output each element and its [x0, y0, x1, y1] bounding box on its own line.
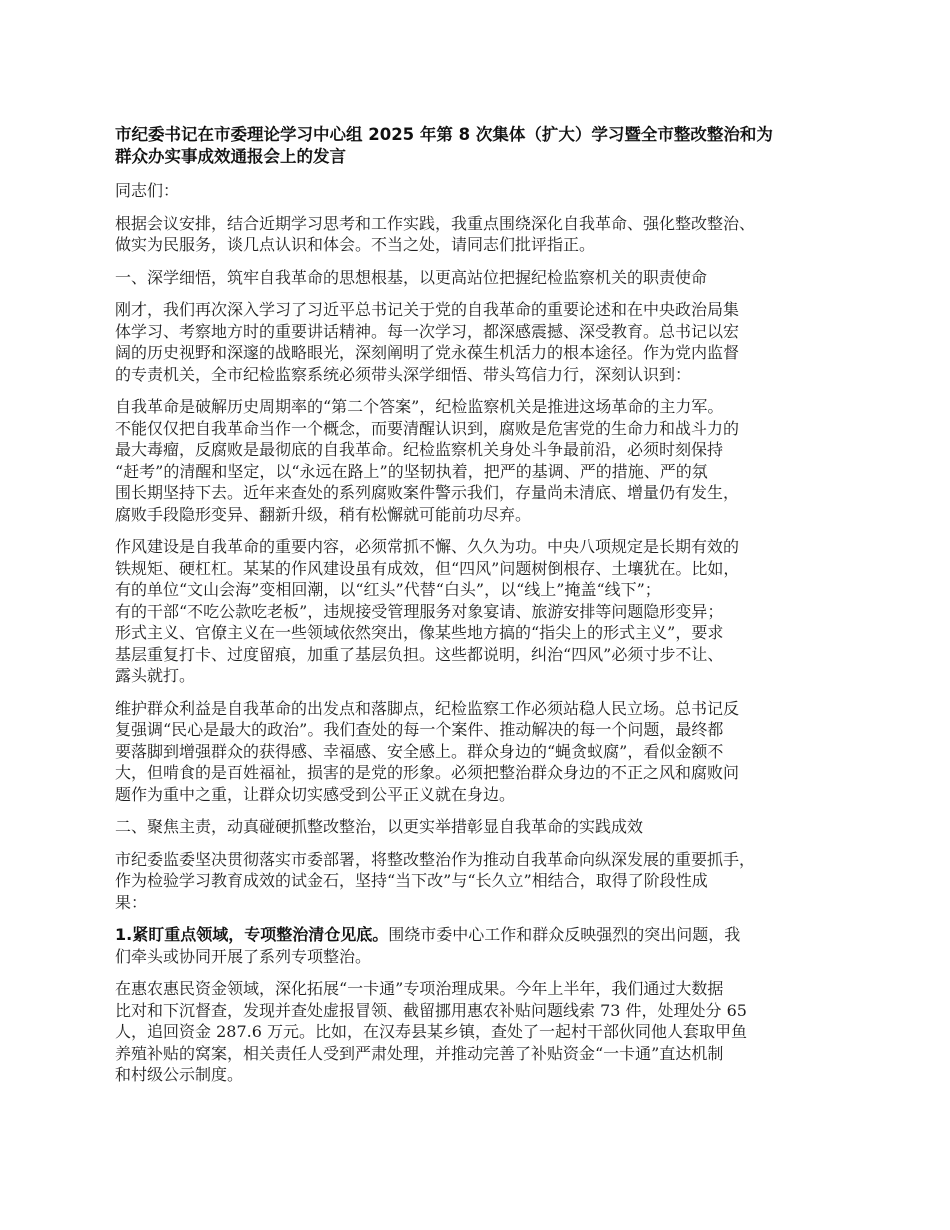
text-line: 人，追回资金 287.6 万元。比如，在汉寿县某乡镇，查处了一起村干部伙同他人套取甲鱼 [115, 1022, 747, 1041]
body-paragraph [115, 213, 845, 256]
text-line: 在惠农惠民资金领域，深化拓展“一卡通”专项治理成果。今年上半年，我们通过大数据 [115, 979, 724, 998]
text-line: 有的单位“文山会海”变相回潮，以“红头”代替“白头”，以“线上”掩盖“线下”； [115, 580, 661, 599]
title-line: 市纪委书记在市委理论学习中心组 2025 年第 8 次集体（扩大）学习暨全市整改整治和为 [115, 125, 773, 144]
document-page [115, 124, 845, 1097]
salutation: 同志们： [115, 181, 180, 200]
body-paragraph [115, 698, 845, 806]
body-paragraph [115, 299, 845, 385]
text-line: 不能仅仅把自我革命当作一个概念，而要清醒认识到，腐败是危害党的生命力和战斗力的 [115, 418, 740, 438]
text-line: 自我革命是破解历史周期率的“第二个答案”，纪检监察机关是推进这场革命的主力军。 [115, 397, 724, 416]
title-line: 群众办实事成效通报会上的发言 [115, 147, 346, 166]
text-line: 基层重复打卡、过度留痕，加重了基层负担。这些都说明，纠治“四风”必须寸步不让、 [115, 644, 724, 664]
text-line: 们牵头或协同开展了系列专项整治。 [115, 946, 372, 966]
text-line-rest: 围绕市委中心工作和群众反映强烈的突出问题，我 [388, 925, 741, 944]
text-line: 腐败手段隐形变异、翻新升级，稍有松懈就可能前功尽弃。 [115, 504, 532, 524]
document-title [115, 124, 845, 168]
text-line: 的专责机关，全市纪检监察系统必须带头深学细悟、带头笃信力行，深刻认识到： [115, 364, 692, 384]
bold-lead-in: 1.紧盯重点领域，专项整治清仓见底。 [115, 925, 389, 944]
text-line: 要落脚到增强群众的获得感、幸福感、安全感上。群众身边的“蝇贪蚁腐”，看似金额不 [115, 741, 724, 761]
text-line: 题作为重中之重，让群众切实感受到公平正义就在身边。 [115, 784, 516, 804]
body-paragraph [115, 978, 845, 1086]
text-line: 阔的历史视野和深邃的战略眼光，深刻阐明了党永葆生机活力的根本途径。作为党内监督 [115, 343, 740, 362]
text-line: 大，但啃食的是百姓福祉，损害的是党的形象。必须把整治群众身边的不正之风和腐败问 [115, 763, 740, 782]
body-paragraph [115, 924, 845, 967]
text-line [115, 924, 845, 946]
text-line: 做实为民服务，谈几点认识和体会。不当之处，请同志们批评指正。 [115, 235, 596, 254]
text-line: 比对和下沉督查，发现并查处虚报冒领、截留挪用惠农补贴问题线索 73 件，处理处分 65 [115, 1000, 747, 1020]
text-line: 复强调“民心是最大的政治”。我们查处的每一个案件、推动解决的每一个问题，最终都 [115, 720, 724, 739]
text-line: 养殖补贴的窝案，相关责任人受到严肃处理，并推动完善了补贴资金“一卡通”直达机制 [115, 1043, 724, 1063]
text-line: 有的干部“不吃公款吃老板”，违规接受管理服务对象宴请、旅游安排等问题隐形变异； [115, 601, 724, 621]
text-line: “赶考”的清醒和坚定，以“永远在路上”的坚韧执着，把严的基调、严的措施、严的氛 [115, 461, 708, 481]
text-line: 维护群众利益是自我革命的出发点和落脚点，纪检监察工作必须站稳人民立场。总书记反 [115, 698, 740, 718]
text-line: 铁规矩、硬杠杠。某某的作风建设虽有成效，但“四风”问题树倒根存、土壤犹在。比如， [115, 558, 740, 578]
text-line: 果： [115, 892, 148, 912]
document-body [115, 213, 845, 1086]
text-line: 根据会议安排，结合近期学习思考和工作实践，我重点围绕深化自我革命、强化整改整治、 [115, 213, 756, 233]
text-line: 二、聚焦主责，动真碰硬抓整改整治，以更实举措彰显自我革命的实践成效 [115, 817, 644, 836]
body-paragraph [115, 849, 845, 914]
text-line: 和村级公示制度。 [115, 1065, 244, 1084]
text-line: 市纪委监委坚决贯彻落实市委部署，将整改整治作为推动自我革命向纵深发展的重要抓手， [115, 849, 756, 869]
text-line: 最大毒瘤，反腐败是最彻底的自我革命。纪检监察机关身处斗争最前沿，必须时刻保持 [115, 440, 724, 459]
text-line: 作风建设是自我革命的重要内容，必须常抓不懈、久久为功。中央八项规定是长期有效的 [115, 537, 740, 556]
text-line: 刚才，我们再次深入学习了习近平总书记关于党的自我革命的重要论述和在中央政治局集 [115, 300, 740, 319]
text-line: 围长期坚持下去。近年来查处的系列腐败案件警示我们，存量尚未清底、增量仍有发生， [115, 483, 740, 502]
text-line: 体学习、考察地方时的重要讲话精神。每一次学习，都深感震撼、深受教育。总书记以宏 [115, 321, 740, 341]
text-line: 露头就打。 [115, 666, 196, 685]
body-paragraph [115, 536, 845, 687]
text-line: 形式主义、官僚主义在一些领域依然突出，像某些地方搞的“指尖上的形式主义”，要求 [115, 623, 724, 642]
body-paragraph [115, 396, 845, 525]
section-heading [115, 267, 845, 289]
text-line: 作为检验学习教育成效的试金石，坚持“当下改”与“长久立”相结合，取得了阶段性成 [115, 871, 708, 890]
text-line: 一、深学细悟，筑牢自我革命的思想根基，以更高站位把握纪检监察机关的职责使命 [115, 267, 708, 287]
section-heading [115, 816, 845, 838]
